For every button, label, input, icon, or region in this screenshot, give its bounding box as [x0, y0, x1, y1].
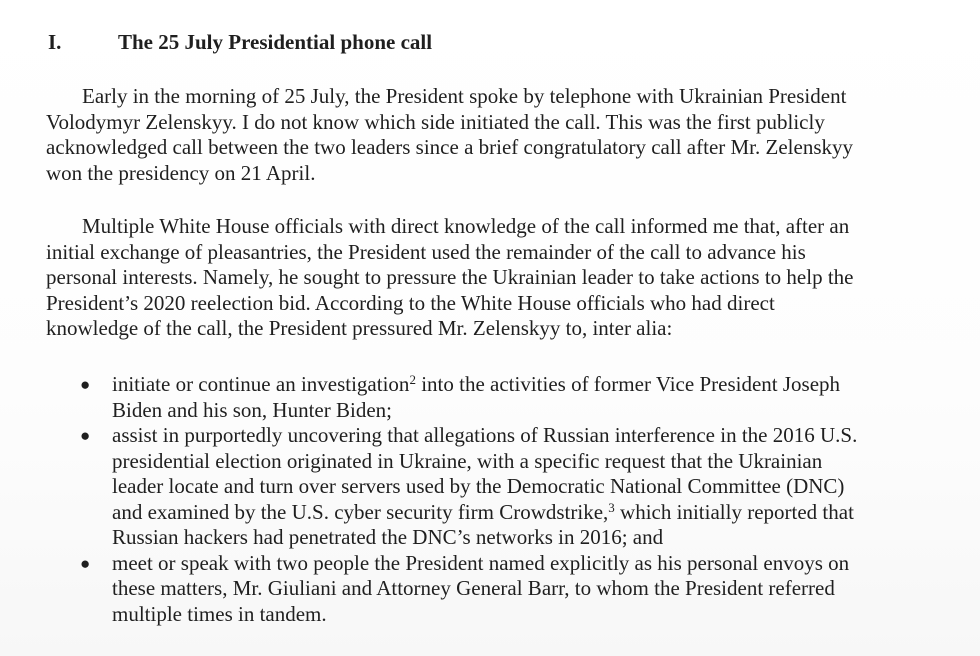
bullet-line: Biden and his son, Hunter Biden; — [112, 397, 392, 422]
bullet-line: leader locate and turn over servers used by the Democratic National Committee (DNC) — [112, 474, 845, 498]
bullet-line — [112, 500, 956, 526]
bullet-text: which initially reported that — [614, 499, 854, 524]
bullet-text: into the activities of former Vice President Joseph — [415, 372, 841, 396]
section-title: The 25 July Presidential phone call — [118, 30, 433, 54]
paragraph-line: acknowledged call between the two leaders since a brief congratulatory call after Mr. Zelenskyy — [46, 135, 853, 159]
bullet-text: and examined by the U.S. cyber security firm Crowdstrike, — [112, 499, 609, 524]
section-number: I. — [48, 30, 62, 54]
footnote-marker[interactable]: 3 — [608, 499, 615, 515]
bullet-line: these matters, Mr. Giuliani and Attorney General Barr, to whom the President referred — [112, 576, 835, 600]
bullet-icon: ● — [80, 375, 91, 394]
bullet-line: meet or speak with two people the President named explicitly as his personal envoys on — [112, 550, 850, 575]
paragraph-line: personal interests. Namely, he sought to pressure the Ukrainian leader to take actions to help the — [46, 265, 854, 289]
bullet-icon: ● — [80, 426, 91, 445]
paragraph-line: knowledge of the call, the President pressured Mr. Zelenskyy to, inter alia: — [46, 316, 673, 340]
section-heading — [48, 28, 432, 56]
list-item — [76, 423, 956, 551]
list-item — [76, 372, 956, 423]
paragraph-line: Multiple White House officials with direct knowledge of the call informed me that, after an — [82, 214, 850, 238]
bullet-line: multiple times in tandem. — [112, 601, 327, 626]
footnote-marker[interactable]: 2 — [409, 372, 416, 387]
bullet-line: Russian hackers had penetrated the DNC’s networks in 2016; and — [112, 525, 664, 549]
bullet-line — [112, 372, 956, 398]
bullet-line: assist in purportedly uncovering that allegations of Russian interference in the 2016 U.S. — [112, 423, 858, 447]
list-item — [76, 551, 956, 628]
bullet-line: presidential election originated in Ukraine, with a specific request that the Ukrainian — [112, 448, 823, 473]
paragraph-line: initial exchange of pleasantries, the President used the remainder of the call to advance his — [46, 239, 806, 264]
paragraph-line: won the presidency on 21 April. — [46, 160, 316, 185]
bullet-list — [76, 372, 956, 627]
bullet-text: initiate or continue an investigation — [112, 372, 410, 396]
paragraph-line: Early in the morning of 25 July, the President spoke by telephone with Ukrainian President — [82, 84, 847, 108]
paragraph-phone-call — [46, 84, 936, 186]
paragraph-line: Volodymyr Zelenskyy. I do not know which side initiated the call. This was the first publicly — [46, 109, 825, 134]
paragraph-officials — [46, 214, 936, 342]
bullet-icon: ● — [80, 553, 91, 573]
paragraph-line: President’s 2020 reelection bid. According to the White House officials who had direct — [46, 290, 775, 315]
